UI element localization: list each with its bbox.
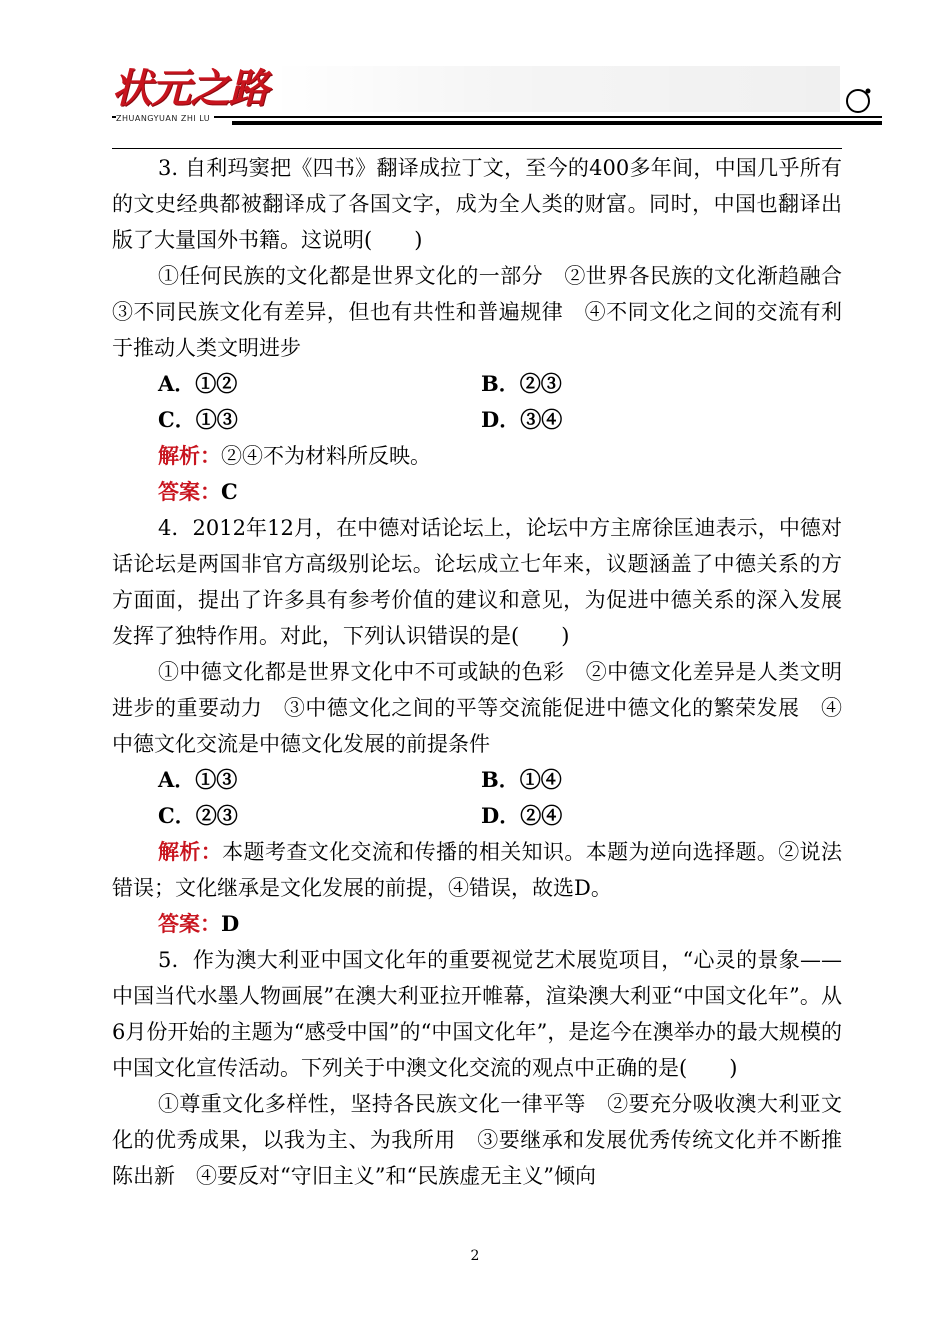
header-rule-thin (112, 116, 882, 118)
question-3-answer (112, 474, 842, 510)
analysis-text: ②④不为材料所反映。 (221, 444, 431, 468)
question-4-statements: ①中德文化都是世界文化中不可或缺的色彩 ②中德文化差异是人类文明进步的重要动力 ③中德文化之间的平等交流能促进中德文化的繁荣发展 ④中德文化交流是中德文化发展的前提条件 (112, 660, 842, 756)
analysis-label: 解析： (158, 443, 221, 468)
answer-label: 答案： (158, 911, 221, 936)
question-4-options-row-1 (112, 762, 842, 798)
question-3-analysis (112, 438, 842, 474)
brand-logo: 状元之路 (112, 66, 268, 112)
option-d: D．②④ (481, 803, 563, 828)
document-body (112, 150, 863, 1194)
analysis-label: 解析： (158, 839, 223, 864)
question-4-analysis (112, 834, 842, 906)
option-c: C．②③ (158, 803, 238, 828)
answer-value: C (221, 479, 238, 504)
option-b: B．①④ (481, 767, 562, 792)
page-header (0, 0, 950, 150)
option-b: B．②③ (481, 371, 562, 396)
option-a: A．①② (158, 371, 238, 396)
question-4-answer (112, 906, 842, 942)
question-3-statements: ①任何民族的文化都是世界文化的一部分 ②世界各民族的文化渐趋融合 ③不同民族文化有差异，但也有共性和普遍规律 ④不同文化之间的交流有利于推动人类文明进步 (112, 264, 863, 360)
header-band (270, 66, 840, 112)
header-separator (112, 148, 842, 149)
question-3-options-row-1 (112, 366, 842, 402)
brand-subtitle: ZHUANGYUAN ZHI LU (116, 114, 214, 124)
question-3-options-row-2 (112, 402, 842, 438)
circle-logo-icon (845, 86, 873, 114)
answer-value: D (221, 911, 240, 936)
header-rule-thick (232, 121, 882, 125)
analysis-text: 本题考查文化交流和传播的相关知识。本题为逆向选择题。②说法错误；文化继承是文化发展的前提，④错误，故选D。 (112, 840, 843, 900)
question-4-stem: 4．2012年12月，在中德对话论坛上，论坛中方主席徐匡迪表示，中德对话论坛是两国非官方高级别论坛。论坛成立七年来，议题涵盖了中德关系的方方面面，提出了许多具有参考价值的建议和意见，为促进中德关系的深入发展发挥了独特作用。对此，下列认识错误的是( ) (112, 516, 842, 648)
option-d: D．③④ (481, 407, 563, 432)
question-5-stem: 5．作为澳大利亚中国文化年的重要视觉艺术展览项目，“心灵的景象——中国当代水墨人物画展”在澳大利亚拉开帷幕，渲染澳大利亚“中国文化年”。从6月份开始的主题为“感受中国”的“中国文化年”，是迄今在澳举办的最大规模的中国文化宣传活动。下列关于中澳文化交流的观点中正确的是( ) (112, 948, 842, 1080)
question-4-options-row-2 (112, 798, 842, 834)
question-5-statements: ①尊重文化多样性，坚持各民族文化一律平等 ②要充分吸收澳大利亚文化的优秀成果，以我为主、为我所用 ③要继承和发展优秀传统文化并不断推陈出新 ④要反对“守旧主义”和“民族虚无主义”倾向 (112, 1092, 842, 1188)
option-a: A．①③ (158, 767, 238, 792)
question-3-stem: 3. 自利玛窦把《四书》翻译成拉丁文，至今的400多年间，中国几乎所有的文史经典都被翻译成了各国文字，成为全人类的财富。同时，中国也翻译出版了大量国外书籍。这说明( ) (112, 156, 842, 252)
answer-label: 答案： (158, 479, 221, 504)
option-c: C．①③ (158, 407, 238, 432)
page-number: 2 (470, 1248, 480, 1264)
